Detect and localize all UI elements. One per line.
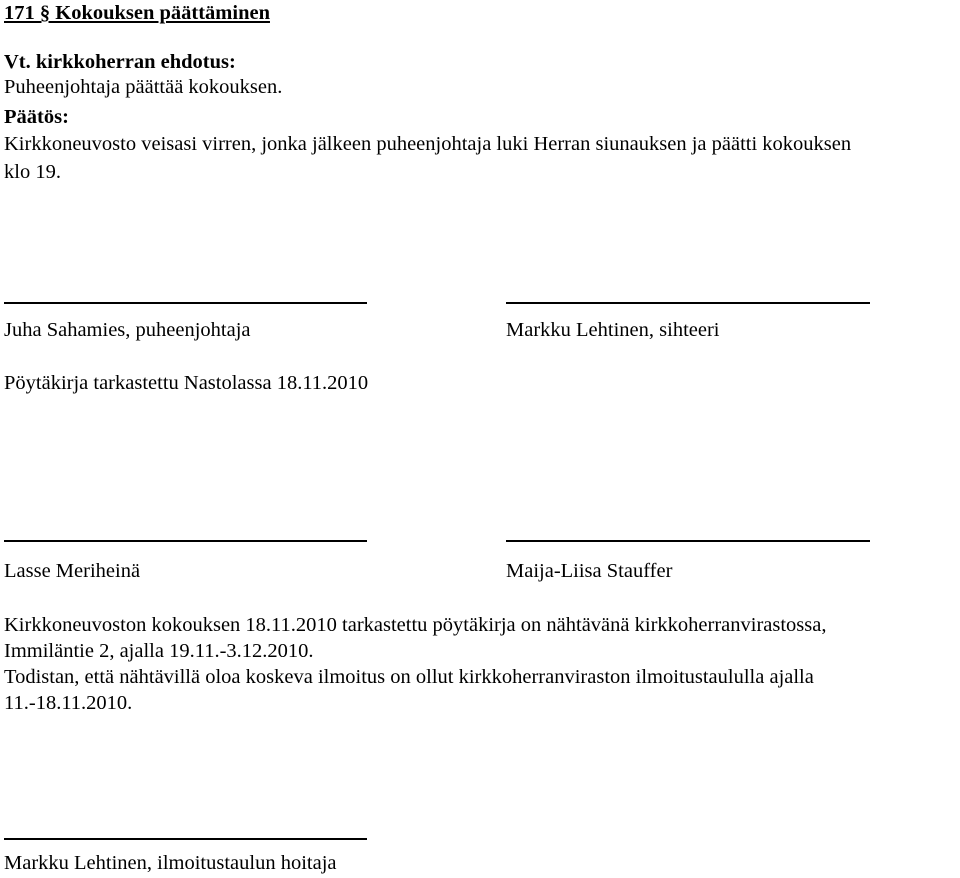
notice-text-line1: Kirkkoneuvoston kokouksen 18.11.2010 tarkastettu pöytäkirja on nähtävänä kirkkoherranvirastossa, [4,614,827,636]
decision-text-line2: klo 19. [4,161,61,183]
signature-line-notice-keeper [4,838,367,840]
signature-name-chair: Juha Sahamies, puheenjohtaja [4,319,251,341]
inspection-text: Pöytäkirja tarkastettu Nastolassa 18.11.2010 [4,372,369,394]
signature-line-inspector-1 [4,540,367,542]
signature-name-notice-keeper: Markku Lehtinen, ilmoitustaulun hoitaja [4,852,337,874]
signature-line-secretary [506,302,870,304]
section-heading: 171 § Kokouksen päättäminen [4,2,270,24]
notice-text-line2: Immiläntie 2, ajalla 19.11.-3.12.2010. [4,640,314,662]
notice-text-line3: Todistan, että nähtävillä oloa koskeva ilmoitus on ollut kirkkoherranviraston ilmoitustaululla ajalla [4,666,814,688]
signature-name-inspector-1: Lasse Meriheinä [4,560,141,582]
notice-text-line4: 11.-18.11.2010. [4,692,133,714]
proposal-label: Vt. kirkkoherran ehdotus: [4,51,236,73]
signature-name-secretary: Markku Lehtinen, sihteeri [506,319,720,341]
decision-text-line1: Kirkkoneuvosto veisasi virren, jonka jälkeen puheenjohtaja luki Herran siunauksen ja päätti kokouksen [4,133,852,155]
decision-label: Päätös: [4,106,69,128]
proposal-text: Puheenjohtaja päättää kokouksen. [4,76,283,98]
signature-name-inspector-2: Maija-Liisa Stauffer [506,560,673,582]
signature-line-inspector-2 [506,540,870,542]
signature-line-chair [4,302,367,304]
